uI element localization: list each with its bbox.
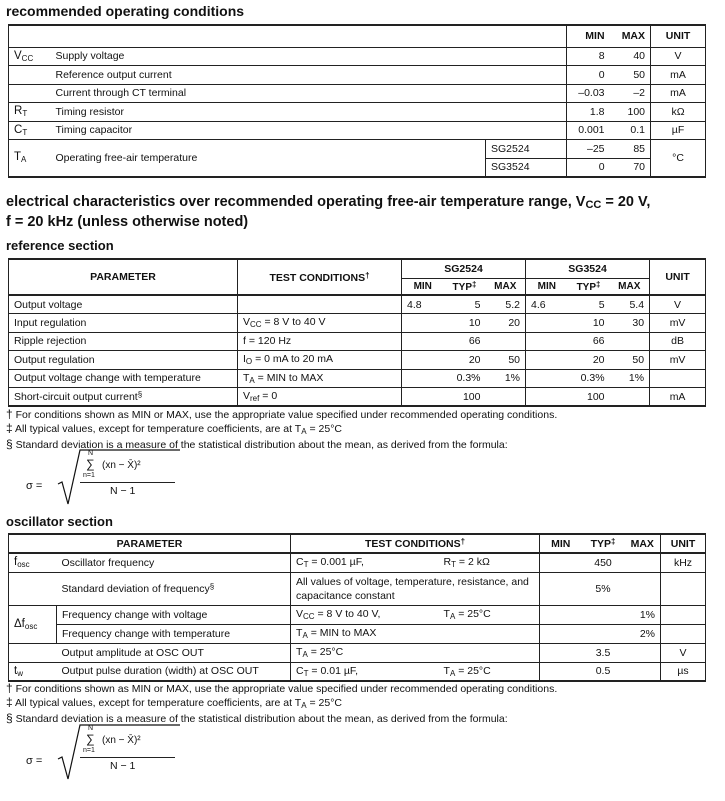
unit: kHz	[661, 553, 706, 572]
typ-value: 450	[582, 553, 625, 572]
max-value: 50	[610, 66, 651, 85]
header-typ: TYP‡	[582, 534, 625, 553]
max-value	[625, 643, 661, 662]
max-value: 100	[610, 103, 651, 122]
unit: kΩ	[651, 103, 706, 122]
parameter: Output voltage change with temperature	[9, 369, 238, 388]
footnote: § Standard deviation is a measure of the statistical distribution about the mean, as derived from the formula:	[6, 437, 508, 451]
header-min: MIN	[567, 25, 610, 47]
table-row	[9, 84, 706, 103]
min-value	[402, 314, 444, 333]
table-row	[9, 47, 706, 66]
test-condition: $C_T = 0.01$ µF,	[291, 662, 439, 681]
max-value	[486, 332, 526, 351]
unit: mV	[650, 314, 706, 333]
test-condition: $V_{ref} = 0$	[238, 388, 402, 407]
max-value	[610, 388, 650, 407]
parameter: Output pulse duration (width) at OSC OUT	[57, 662, 291, 681]
max-value: 5.4	[610, 295, 650, 314]
reference-footnotes	[6, 408, 557, 452]
footnote: † For conditions shown as MIN or MAX, use the appropriate value specified under recommended operating conditions.	[6, 681, 558, 695]
min-value: 1.8	[567, 103, 610, 122]
header-typ: TYP‡	[568, 278, 610, 295]
min-value: –25	[567, 140, 610, 159]
unit: µF	[651, 121, 706, 140]
table-row	[9, 553, 706, 572]
min-value	[540, 624, 582, 643]
test-condition: f = 120 Hz	[238, 332, 402, 351]
standard-deviation-formula: σ = N ∑ (xn − X̄)² n=1 N − 1	[20, 723, 180, 783]
parameter: Frequency change with voltage	[57, 605, 291, 624]
min-value	[526, 332, 568, 351]
unit: V	[650, 295, 706, 314]
parameter: Output voltage	[9, 295, 238, 314]
max-value: 30	[610, 314, 650, 333]
header-max: MAX	[621, 30, 646, 43]
typ-value: 100	[568, 388, 610, 407]
symbol: $V_{CC}$	[9, 47, 51, 66]
unit: V	[651, 47, 706, 66]
fraction-bar	[80, 482, 175, 483]
table-row	[9, 121, 706, 140]
max-value: 40	[610, 47, 651, 66]
header-min: MIN	[540, 534, 582, 553]
max-value	[610, 332, 650, 351]
header-unit: UNIT	[650, 259, 706, 295]
parameter: Timing resistor	[51, 103, 567, 122]
unit: mA	[651, 84, 706, 103]
table-row	[9, 388, 706, 407]
max-value: 70	[610, 158, 651, 177]
formula-lhs: σ =	[26, 480, 43, 492]
max-value: 1%	[625, 605, 661, 624]
max-value	[625, 662, 661, 681]
header-parameter: PARAMETER	[9, 259, 238, 295]
unit: V	[661, 643, 706, 662]
oscillator-section-table	[8, 533, 706, 682]
reference-section-title: reference section	[6, 238, 114, 253]
square-root-icon	[56, 723, 181, 783]
sigma-sum-icon: ∑	[86, 732, 95, 746]
standard-deviation-formula: σ = N ∑ (xn − X̄)² n=1 N − 1	[20, 448, 180, 508]
unit: dB	[650, 332, 706, 351]
unit: mV	[650, 351, 706, 370]
header-min: MIN	[526, 278, 568, 295]
min-value	[540, 572, 582, 605]
typ-value: 20	[444, 351, 486, 370]
oscillator-section-title: oscillator section	[6, 514, 113, 529]
min-value	[526, 388, 568, 407]
test-condition: $T_A$ = MIN to MAX	[238, 369, 402, 388]
table-row	[9, 643, 706, 662]
sigma-sum-icon: ∑	[86, 457, 95, 471]
header-min: MIN	[402, 278, 444, 295]
electrical-characteristics-title: electrical characteristics over recommended operating free-air temperature range, $V_{CC} = 20$ V, f = 20 kHz (unless otherwise noted)	[6, 194, 651, 230]
min-value	[540, 643, 582, 662]
table-row	[9, 103, 706, 122]
typ-value: 5	[444, 295, 486, 314]
typ-value: 0.3%	[444, 369, 486, 388]
recommended-conditions-table	[8, 24, 706, 178]
typ-value: 5	[568, 295, 610, 314]
test-condition: $R_T = 2$ kΩ	[439, 553, 540, 572]
header-max: MAX	[625, 534, 661, 553]
typ-value: 5%	[582, 572, 625, 605]
parameter: Reference output current	[51, 66, 567, 85]
max-value: 20	[486, 314, 526, 333]
typ-value: 0.3%	[568, 369, 610, 388]
unit	[661, 624, 706, 643]
square-root-icon	[56, 448, 181, 508]
parameter: Output regulation	[9, 351, 238, 370]
max-value: 2%	[625, 624, 661, 643]
symbol: $R_T$	[9, 103, 51, 122]
min-value: 0	[567, 158, 610, 177]
min-value	[402, 369, 444, 388]
max-value: –2	[610, 84, 651, 103]
test-condition	[238, 295, 402, 314]
parameter: Oscillator frequency	[57, 553, 291, 572]
formula-lhs: σ =	[26, 755, 43, 767]
table-row	[9, 332, 706, 351]
parameter: Short-circuit output current§	[9, 388, 238, 407]
table-row	[9, 66, 706, 85]
max-value	[486, 388, 526, 407]
parameter: Output amplitude at OSC OUT	[57, 643, 291, 662]
table-header-row	[9, 534, 706, 553]
parameter: Frequency change with temperature	[57, 624, 291, 643]
table-row	[9, 605, 706, 624]
header-test-conditions: TEST CONDITIONS†	[238, 259, 402, 295]
typ-value: 20	[568, 351, 610, 370]
symbol: $f_{osc}$	[9, 553, 57, 572]
min-value	[402, 332, 444, 351]
typ-value: 66	[568, 332, 610, 351]
oscillator-footnotes	[6, 682, 557, 726]
device-variant: SG3524	[486, 158, 567, 177]
unit: mA	[651, 66, 706, 85]
table-row	[9, 369, 706, 388]
symbol: $t_w$	[9, 662, 57, 681]
min-value	[402, 388, 444, 407]
footnote: † For conditions shown as MIN or MAX, use the appropriate value specified under recommended operating conditions.	[6, 407, 558, 421]
table-row	[9, 140, 706, 159]
footnote: § Standard deviation is a measure of the statistical distribution about the mean, as derived from the formula:	[6, 711, 508, 725]
max-value: 50	[610, 351, 650, 370]
min-value	[540, 605, 582, 624]
test-condition: $V_{CC} = 8$ V to 40 V	[238, 314, 402, 333]
unit	[650, 369, 706, 388]
max-value	[625, 553, 661, 572]
test-condition: $I_O = 0$ mA to 20 mA	[238, 351, 402, 370]
table-row	[9, 624, 706, 643]
typ-value: 10	[568, 314, 610, 333]
test-condition: All values of voltage, temperature, resistance, and capacitance constant	[291, 572, 540, 605]
header-max: MAX	[610, 278, 650, 295]
unit	[661, 572, 706, 605]
device-variant: SG2524	[486, 140, 567, 159]
header-test-conditions: TEST CONDITIONS†	[291, 534, 540, 553]
parameter: Ripple rejection	[9, 332, 238, 351]
test-condition: $T_A = 25^\circ C$	[439, 605, 540, 624]
max-value: 1%	[610, 369, 650, 388]
typ-value	[582, 624, 625, 643]
min-value: 0	[567, 66, 610, 85]
header-sg3524: SG3524	[526, 259, 650, 278]
parameter: Standard deviation of frequency§	[57, 572, 291, 605]
unit: µs	[661, 662, 706, 681]
typ-value: 100	[444, 388, 486, 407]
min-value	[402, 351, 444, 370]
parameter: Input regulation	[9, 314, 238, 333]
fraction-bar	[80, 757, 175, 758]
min-value	[526, 314, 568, 333]
header-unit: UNIT	[661, 534, 706, 553]
symbol: $T_A$	[9, 140, 51, 177]
test-condition: $V_{CC} = 8$ V to 40 V,	[291, 605, 439, 624]
test-condition: $T_A$ = MIN to MAX	[291, 624, 540, 643]
table-row	[9, 572, 706, 605]
typ-value: 66	[444, 332, 486, 351]
min-value: –0.03	[567, 84, 610, 103]
table-header-row	[9, 25, 706, 47]
test-condition: $T_A = 25^\circ C$	[291, 643, 540, 662]
min-value	[540, 553, 582, 572]
unit: mA	[650, 388, 706, 407]
max-value	[625, 572, 661, 605]
unit	[661, 605, 706, 624]
symbol: $C_T$	[9, 121, 51, 140]
header-sg2524: SG2524	[402, 259, 526, 278]
footnote: ‡ All typical values, except for temperature coefficients, are at $T_A = 25^\circ C$	[6, 695, 342, 710]
table-row	[9, 314, 706, 333]
min-value: 0.001	[567, 121, 610, 140]
table-header-row	[9, 259, 706, 278]
typ-value: 0.5	[582, 662, 625, 681]
min-value	[526, 369, 568, 388]
parameter: Supply voltage	[51, 47, 567, 66]
symbol: $\Delta f_{osc}$	[9, 605, 57, 643]
unit: °C	[651, 140, 706, 177]
header-parameter: PARAMETER	[9, 534, 291, 553]
max-value: 50	[486, 351, 526, 370]
header-unit: UNIT	[651, 25, 706, 47]
footnote: ‡ All typical values, except for temperature coefficients, are at $T_A = 25^\circ C$	[6, 421, 342, 436]
parameter: Operating free-air temperature	[51, 140, 486, 177]
max-value: 5.2	[486, 295, 526, 314]
typ-value: 3.5	[582, 643, 625, 662]
max-value: 1%	[486, 369, 526, 388]
min-value	[540, 662, 582, 681]
header-max: MAX	[486, 278, 526, 295]
table-row	[9, 295, 706, 314]
reference-section-table	[8, 258, 706, 407]
parameter: Timing capacitor	[51, 121, 567, 140]
table-row	[9, 662, 706, 681]
table-row	[9, 351, 706, 370]
max-value: 85	[610, 140, 651, 159]
min-value: 4.6	[526, 295, 568, 314]
recommended-conditions-title: recommended operating conditions	[6, 3, 245, 19]
test-condition: $T_A = 25^\circ C$	[439, 662, 540, 681]
typ-value	[582, 605, 625, 624]
max-value: 0.1	[610, 121, 651, 140]
min-value: 8	[567, 47, 610, 66]
parameter: Current through CT terminal	[51, 84, 567, 103]
test-condition: $C_T = 0.001$ µF,	[291, 553, 439, 572]
min-value: 4.8	[402, 295, 444, 314]
header-typ: TYP‡	[444, 278, 486, 295]
min-value	[526, 351, 568, 370]
typ-value: 10	[444, 314, 486, 333]
